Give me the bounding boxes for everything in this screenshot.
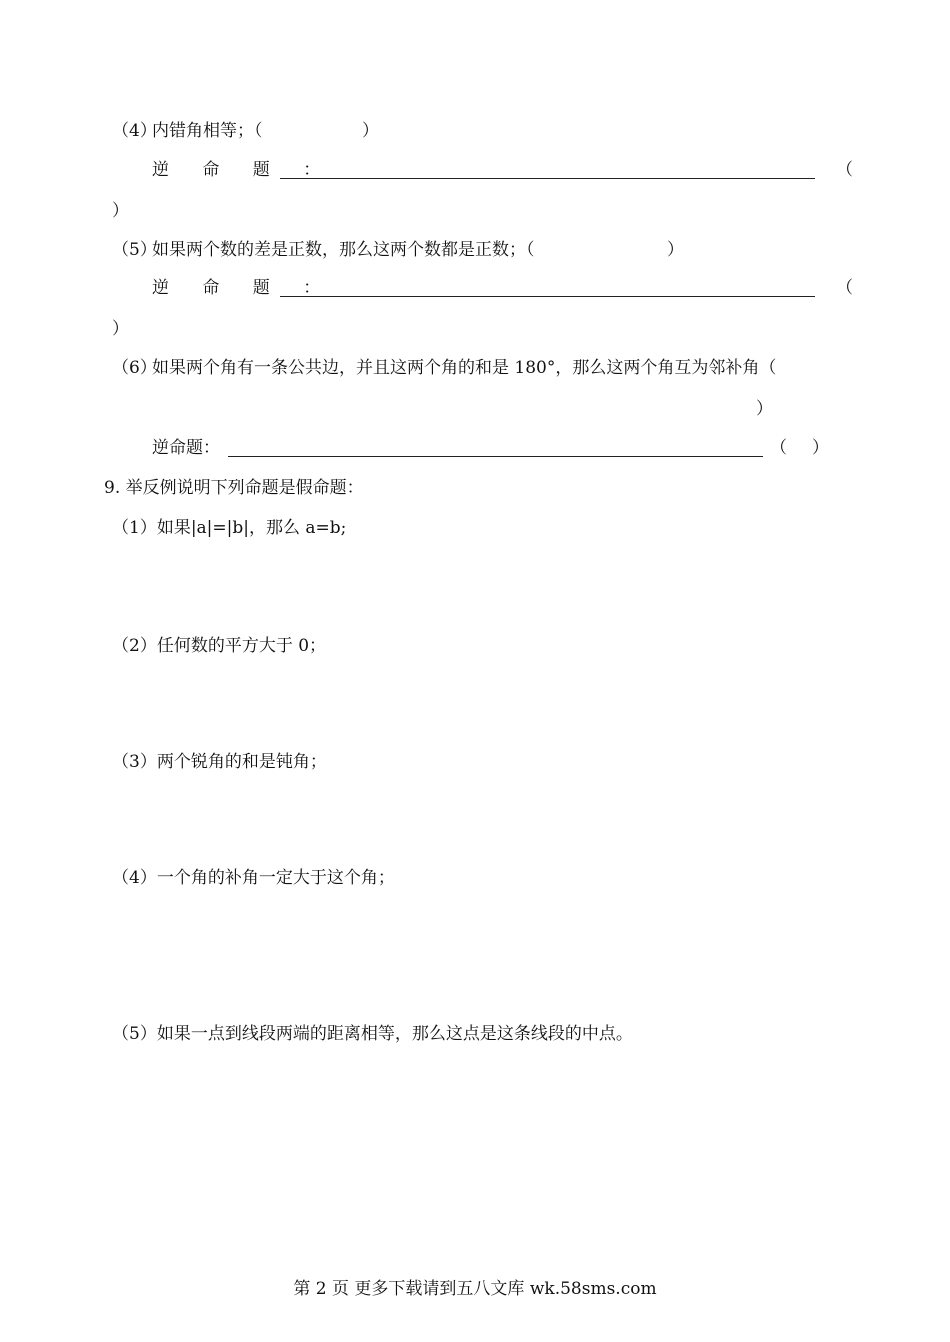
q8-item-4-converse-label: 逆 命 题 ： — [152, 160, 335, 180]
q8-item-5-prefix: （5） — [112, 240, 157, 260]
q9-item-1: （1）如果|a|=|b|，那么 a=b; — [112, 518, 347, 538]
q9-item-3: （3）两个锐角的和是钝角； — [112, 752, 327, 772]
q8-item-4-statement: 内错角相等；（ — [152, 121, 263, 141]
q8-item-6-prefix: （6） — [112, 358, 157, 378]
q9-item-4: （4）一个角的补角一定大于这个角； — [112, 868, 395, 888]
q9-item-2: （2）任何数的平方大于 0； — [112, 636, 327, 656]
q8-item-5-converse-label: 逆 命 题 ： — [152, 278, 335, 298]
q9-title: 9. 举反例说明下列命题是假命题： — [104, 478, 364, 498]
q8-item-4-answer-line — [280, 178, 815, 179]
q8-item-4-prefix: （4） — [112, 121, 157, 141]
q8-item-6-statement-close: ） — [756, 399, 773, 419]
page-footer: 第 2 页 更多下载请到五八文库 wk.58sms.com — [293, 1279, 657, 1299]
q8-item-5-statement: 如果两个数的差是正数，那么这两个数都是正数；（ — [152, 240, 535, 260]
q8-item-5-judgement-close: ） — [112, 319, 129, 339]
q8-item-5-statement-close: ） — [667, 240, 684, 260]
q9-item-5: （5）如果一点到线段两端的距离相等，那么这点是这条线段的中点。 — [112, 1024, 633, 1044]
q8-item-5-answer-line — [280, 296, 815, 297]
q8-item-4-statement-close: ） — [362, 121, 379, 141]
q8-item-6-statement: 如果两个角有一条公共边，并且这两个角的和是 180°，那么这两个角互为邻补角（ — [152, 358, 777, 378]
q8-item-6-judgement-close: ） — [812, 438, 829, 458]
q8-item-5-judgement-open: （ — [836, 278, 853, 298]
q8-item-6-judgement-open: （ — [770, 438, 787, 458]
q8-item-6-converse-label: 逆命题： — [152, 438, 220, 458]
q8-item-4-judgement-close: ） — [112, 201, 129, 221]
q8-item-6-answer-line — [228, 456, 763, 457]
q8-item-4-judgement-open: （ — [836, 160, 853, 180]
